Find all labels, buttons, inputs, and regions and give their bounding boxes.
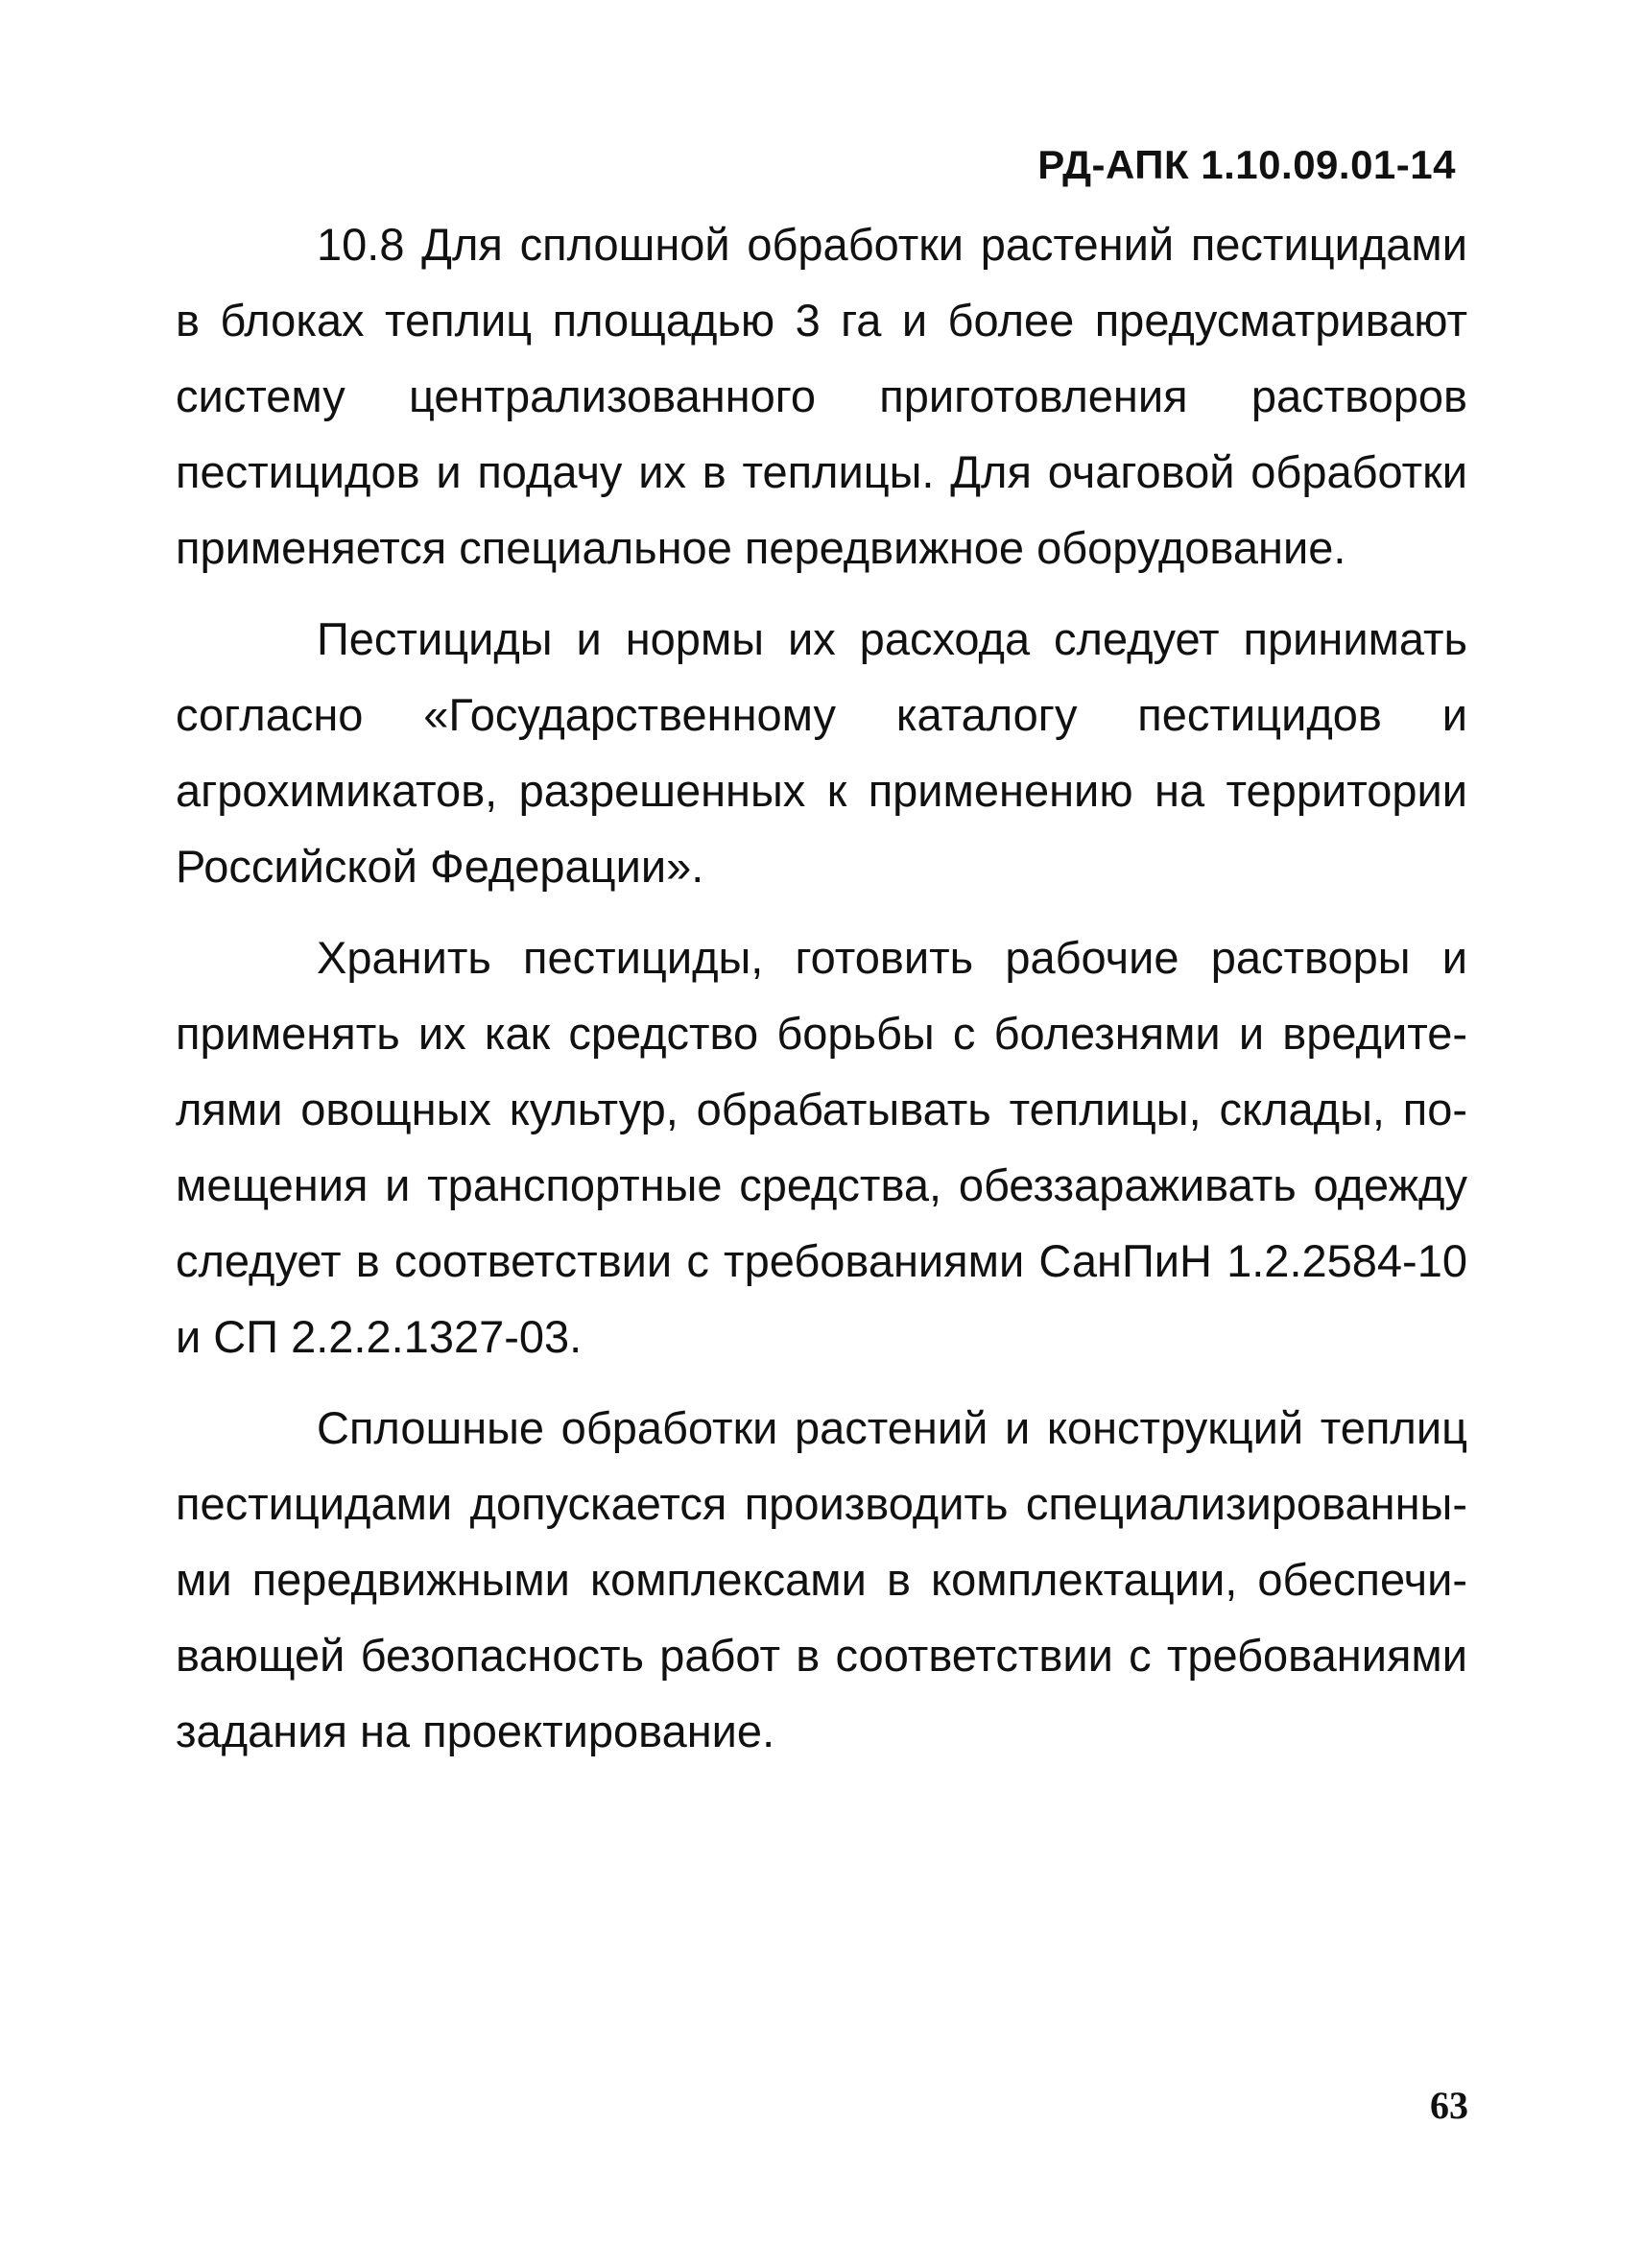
paragraph-pesticide-norms: Пестициды и нормы их расхода следует принимать согласно «Государственному каталогу пестицидов и агрохимикатов, разрешенных к применению на территории Российской Федерации».	[176, 613, 1467, 892]
page-number: 63	[1430, 2084, 1468, 2127]
paragraph-storage-requirements: Хранить пестициды, готовить рабочие растворы и применять их как средство борьбы с болезнями и вредителями овощных культур, обрабатывать теплицы, склады, помещения и транспортные средства, обеззараживать одежду следует в соответствии с требованиями СанПиН 1.2.2584-10 и СП 2.2.2.1327-03.	[176, 932, 1467, 1362]
paragraph-10-8: 10.8 Для сплошной обработки растений пестицидами в блоках теплиц площадью 3 га и более предусматривают систему централизованного приготовления растворов пестицидов и подачу их в теплицы. Для очаговой обработки применяется специальное передвижное оборудование.	[176, 219, 1467, 573]
document-code-header: РД-АПК 1.10.09.01-14	[1037, 142, 1456, 187]
body-text	[176, 206, 1467, 1784]
paragraph-mobile-complexes: Сплошные обработки растений и конструкций теплиц пестицидами допускается производить специализированными передвижными комплексами в комплектации, обеспечивающей безопасность работ в соответствии с требованиями задания на проектирование.	[176, 1402, 1467, 1756]
